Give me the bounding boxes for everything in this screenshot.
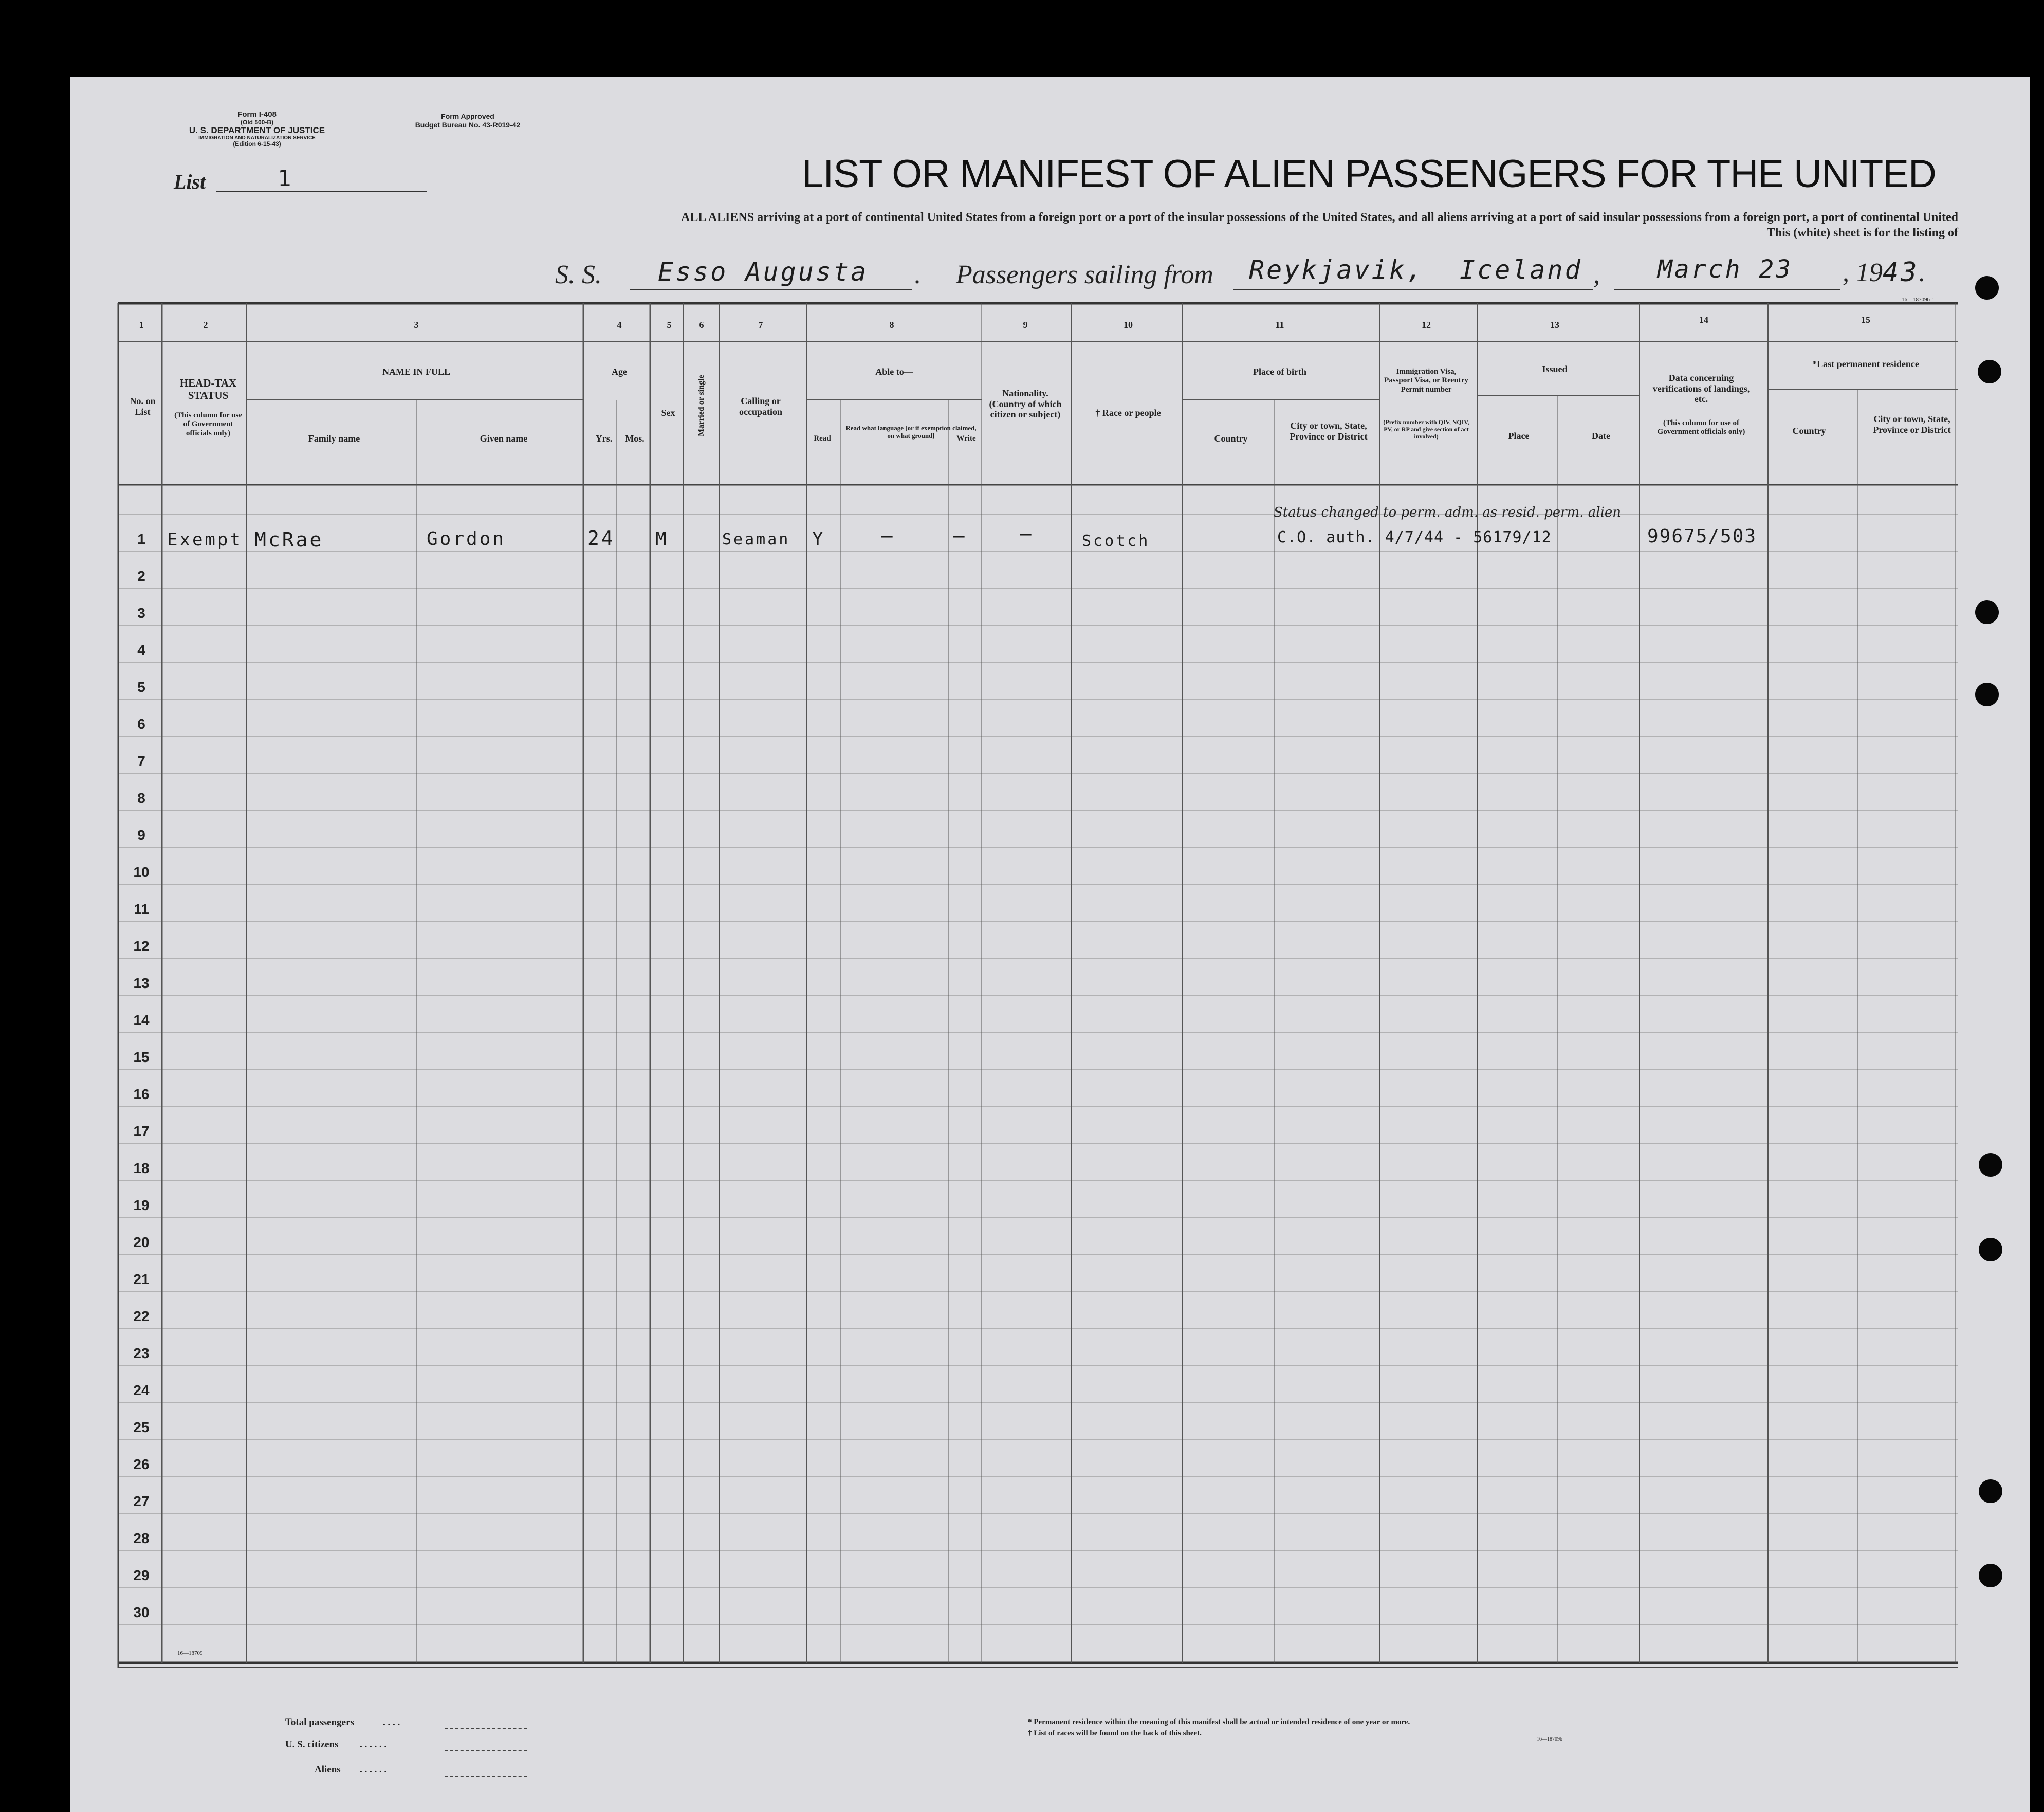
header-visa: Immigration Visa, Passport Visa, or Reentry Permit number — [1384, 368, 1468, 394]
total-passengers-label: Total passengers — [285, 1717, 354, 1728]
year-suffix: 43 — [1883, 257, 1919, 288]
ss-label: S. S. — [555, 260, 602, 289]
header-issued: Issued — [1542, 364, 1568, 374]
column-number: 8 — [889, 320, 894, 330]
port-comma: , — [1593, 260, 1600, 289]
row-number: 18 — [133, 1160, 150, 1176]
row-number: 29 — [133, 1567, 150, 1583]
column-number: 1 — [139, 320, 144, 330]
header-verifications-note: (This column for use of Government officials only) — [1657, 419, 1745, 436]
header-age: Age — [612, 367, 627, 377]
header-res-country: Country — [1792, 426, 1826, 436]
ship-name: Esso Augusta — [658, 257, 869, 287]
row-number: 15 — [133, 1049, 150, 1065]
departure-date: March 23 — [1658, 255, 1793, 284]
row-number: 12 — [133, 938, 150, 954]
row-number: 28 — [133, 1530, 150, 1546]
header-calling: Calling or occupation — [739, 396, 782, 417]
list-label: List — [174, 170, 206, 193]
aliens-dots: . . . . . . — [360, 1764, 387, 1775]
approval-line-1: Form Approved — [441, 112, 494, 120]
header-head-tax-note: (This column for use of Government officials only) — [174, 411, 242, 437]
column-number: 15 — [1861, 315, 1870, 325]
row-number: 23 — [133, 1345, 150, 1361]
approval-line-2: Budget Bureau No. 43-R019-42 — [415, 120, 521, 129]
subtitle-1: ALL ALIENS arriving at a port of continental United States from a foreign port or a port of the insular possessions of the United States, and all aliens arriving at a port of said insular possessions from a foreign port, a port of continental United — [681, 211, 1958, 224]
header-given-name: Given name — [480, 433, 528, 444]
header-sex: Sex — [661, 408, 675, 418]
subtitle-2: This (white) sheet is for the listing of — [1766, 226, 1958, 240]
row-number: 2 — [137, 568, 145, 584]
authorization-annotation: C.O. auth. 4/7/44 - 56179/12 — [1277, 528, 1552, 546]
row-number: 27 — [133, 1493, 150, 1509]
header-place: Place — [1508, 431, 1530, 441]
header-verifications: Data concerning verifications of landings, etc. — [1652, 373, 1750, 405]
column-number: 9 — [1023, 320, 1028, 330]
header-no-on-list: No. on List — [130, 396, 156, 417]
header-write: Write — [956, 434, 976, 443]
calling: Seaman — [722, 530, 790, 548]
read-language: – — [881, 525, 895, 546]
footnote-races: † List of races will be found on the back of this sheet. — [1028, 1729, 1202, 1737]
row-number: 13 — [133, 975, 150, 991]
header-nationality: Nationality. (Country of which citizen or subject) — [989, 388, 1062, 420]
row-number: 6 — [137, 716, 145, 732]
us-citizens-label: U. S. citizens — [285, 1739, 339, 1750]
header-name-in-full: NAME IN FULL — [382, 367, 450, 377]
column-number: 10 — [1124, 320, 1133, 330]
page-title: LIST OR MANIFEST OF ALIEN PASSENGERS FOR THE UNITED — [802, 152, 1936, 196]
able-to-read: Y — [812, 528, 825, 550]
header-family-name: Family name — [308, 433, 360, 444]
row-number: 24 — [133, 1382, 150, 1398]
row-number: 9 — [137, 827, 145, 843]
given-name: Gordon — [427, 528, 506, 550]
column-number: 13 — [1550, 320, 1559, 330]
column-number: 5 — [667, 320, 672, 330]
year-prefix: 19 — [1856, 258, 1883, 287]
status-annotation: Status changed to perm. adm. as resid. perm. alien — [1274, 505, 1622, 520]
sex: M — [655, 528, 669, 550]
form-number: Form I-408 — [237, 110, 277, 119]
header-date: Date — [1592, 431, 1610, 441]
row-number: 10 — [133, 864, 150, 880]
row-number: 4 — [137, 642, 145, 658]
row-number: 19 — [133, 1197, 150, 1213]
column-number: 4 — [617, 320, 622, 330]
row-number: 21 — [133, 1271, 150, 1287]
row-number: 7 — [137, 753, 145, 769]
total-passengers-field[interactable] — [445, 1728, 527, 1729]
departure-country: Iceland — [1460, 255, 1582, 285]
old-form-number: (Old 500-B) — [240, 118, 273, 126]
row-number: 16 — [133, 1086, 150, 1102]
header-yrs: Yrs. — [595, 433, 613, 444]
row-number: 25 — [133, 1419, 150, 1435]
column-number: 6 — [699, 320, 704, 330]
head-tax-status: Exempt — [167, 529, 243, 550]
header-married: Married or single — [696, 375, 706, 437]
department: U. S. DEPARTMENT OF JUSTICE — [189, 125, 325, 135]
row-number: 20 — [133, 1234, 150, 1250]
row-number: 26 — [133, 1456, 150, 1472]
total-dots: . . . . — [383, 1717, 400, 1728]
row-number: 11 — [134, 901, 149, 917]
able-to-write: – — [953, 525, 967, 546]
row-number: 3 — [137, 605, 145, 621]
verification-number: 99675/503 — [1647, 526, 1757, 547]
header-able-to: Able to— — [875, 367, 913, 377]
row-number: 30 — [133, 1604, 150, 1620]
header-head-tax: HEAD-TAX STATUS — [179, 377, 237, 402]
footnote-code: 16—18709b — [1537, 1736, 1562, 1742]
header-visa-note: (Prefix number with QIV, NQIV, PV, or RP and give section of act involved) — [1383, 418, 1469, 440]
aliens-field[interactable] — [445, 1776, 527, 1777]
header-read: Read — [814, 434, 831, 443]
header-res-city: City or town, State, Province or District — [1873, 414, 1951, 435]
column-number: 2 — [203, 320, 208, 330]
row-number: 5 — [137, 679, 145, 695]
us-citizens-field[interactable] — [445, 1750, 527, 1751]
header-read-what: Read what language [or if exemption claimed, on what ground] — [845, 424, 977, 440]
column-number: 7 — [758, 320, 763, 330]
row-number: 1 — [137, 531, 145, 547]
ship-dot: . — [914, 260, 920, 289]
row-number: 14 — [133, 1012, 150, 1028]
sailing-label: Passengers sailing from — [956, 260, 1213, 289]
row-number: 8 — [137, 790, 145, 806]
edition: (Edition 6-15-43) — [233, 140, 281, 148]
header-birth-city: City or town, State, Province or District — [1290, 420, 1368, 442]
header-place-of-birth: Place of birth — [1253, 367, 1306, 377]
service: IMMIGRATION AND NATURALIZATION SERVICE — [198, 135, 316, 141]
aliens-label: Aliens — [315, 1764, 341, 1775]
list-value: 1 — [278, 166, 293, 192]
age-years: 24 — [587, 527, 615, 550]
bottom-code: 16—18709 — [177, 1650, 203, 1656]
nationality: – — [1020, 523, 1034, 544]
departure-port: Reykjavik, — [1249, 255, 1425, 285]
footnote-permanent-residence: * Permanent residence within the meaning of this manifest shall be actual or intended residence of one year or more. — [1028, 1718, 1410, 1726]
header-birth-country: Country — [1214, 433, 1248, 444]
corner-code: 16—18709b-1 — [1902, 297, 1935, 303]
family-name: McRae — [254, 528, 324, 551]
header-race: † Race or people — [1095, 408, 1161, 418]
row-number: 22 — [133, 1308, 150, 1324]
race: Scotch — [1082, 532, 1150, 550]
year-field: , 1943. — [1843, 257, 1926, 288]
row-number: 17 — [133, 1123, 150, 1139]
column-number: 11 — [1275, 320, 1284, 330]
column-number: 14 — [1699, 315, 1708, 325]
us-citizens-dots: . . . . . . — [360, 1739, 387, 1750]
header-mos: Mos. — [625, 433, 644, 444]
header-last-residence: *Last permanent residence — [1812, 359, 1919, 369]
column-number: 3 — [414, 320, 419, 330]
column-number: 12 — [1422, 320, 1431, 330]
